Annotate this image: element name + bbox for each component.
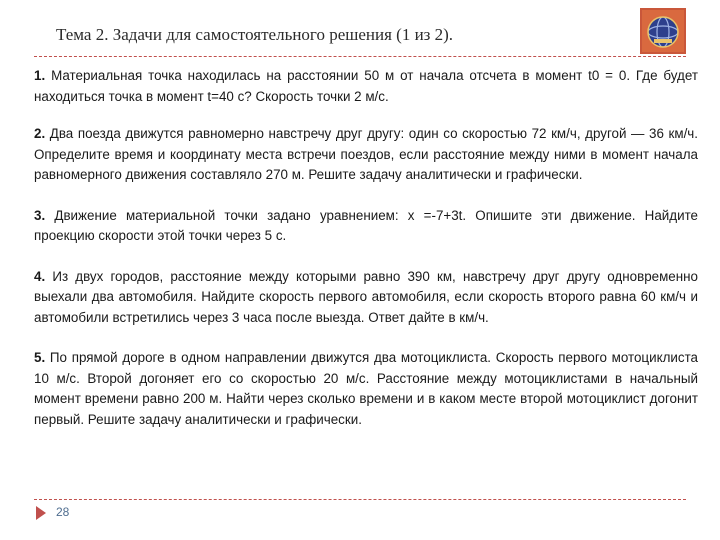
task-text: Движение материальной точки задано уравнением: x =-7+3t. Опишите эти движение. Найдите проекцию скорости этой точки через 5 с. [34,207,698,243]
task-list [34,66,698,430]
task-item [34,206,698,247]
task-number: 3. [34,207,46,223]
next-slide-arrow-icon[interactable] [36,506,46,520]
task-number: 5. [34,350,46,365]
task-text: Материальная точка находилась на расстоянии 50 м от начала отсчета в момент t0 = 0. Где будет находиться точка в момент t=40 с? Скорость точки 2 м/с. [34,68,698,104]
task-number: 4. [34,268,46,284]
task-number: 1. [34,68,46,83]
footer-divider [34,499,686,500]
task-item [34,66,698,107]
slide-title: Тема 2. Задачи для самостоятельного решения (1 из 2). [56,25,454,44]
task-text: Из двух городов, расстояние между которыми равно 390 км, навстречу друг другу одновременно выехали два автомобиля. Найдите скорость первого автомобиля, если скорость второго равна 60 км/ч и автомобили встретились через 3 часа после выезда. Ответ дайте в км/ч. [34,268,698,325]
title-divider [34,56,686,57]
task-text: Два поезда движутся равномерно навстречу друг другу: один со скоростью 72 км/ч, другой — 36 км/ч. Определите время и координату места встречи поездов, если расстояние между ними в момент начала равномерного движения составляло 270 м. Решите задачу аналитически и графически. [34,126,698,182]
task-item [34,267,698,329]
task-number: 2. [34,126,46,141]
task-item [34,348,698,430]
page-number: 28 [56,505,70,519]
task-item [34,124,698,186]
university-logo-icon [640,8,686,54]
task-text: По прямой дороге в одном направлении движутся два мотоциклиста. Скорость первого мотоциклиста 10 м/с. Второй догоняет его со скоростью 20 м/с. Расстояние между мотоциклистами в начальный момент времени равно 200 м. Найти через сколько времени и в каком месте второй мотоциклист догонит первый. Решите задачу аналитически и графически. [34,350,698,427]
